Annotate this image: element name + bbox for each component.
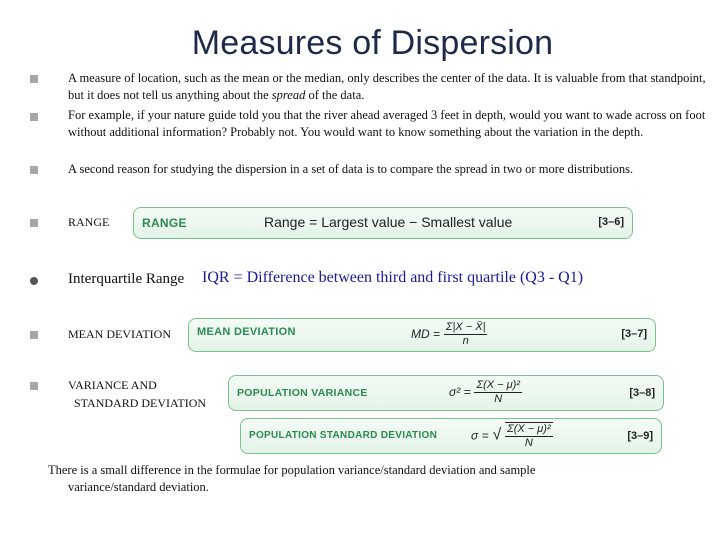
- iqr-formula: IQR = Difference between third and first quartile (Q3 - Q1): [202, 269, 584, 286]
- range-equation-number: [3–6]: [598, 216, 624, 228]
- bullet-marker: [30, 113, 38, 121]
- range-box-title: RANGE: [142, 216, 187, 230]
- iqr-label: Interquartile Range: [68, 271, 185, 287]
- mean-deviation-equation-number: [3–7]: [621, 328, 647, 340]
- footer-note: [48, 462, 708, 496]
- bullet-marker: [30, 219, 38, 227]
- md-fraction: [444, 321, 488, 348]
- mean-deviation-formula: [411, 321, 487, 348]
- md-numerator: Σ|X − X̄|: [445, 321, 486, 333]
- sqrt-icon: √: [492, 426, 502, 444]
- range-formula-box: [133, 207, 633, 239]
- bullet-marker: [30, 166, 38, 174]
- bullet-marker: [30, 382, 38, 390]
- range-label: RANGE: [68, 215, 110, 229]
- variance-label-line1: VARIANCE AND: [68, 378, 157, 392]
- population-sd-formula: [471, 422, 553, 450]
- pop-var-lhs: σ² =: [449, 385, 471, 400]
- mean-deviation-label: MEAN DEVIATION: [68, 327, 171, 341]
- pop-var-fraction: [474, 379, 521, 406]
- population-sd-box: [240, 418, 662, 454]
- population-variance-equation-number: [3–8]: [629, 387, 655, 399]
- pop-sd-lhs: σ =: [471, 428, 489, 443]
- pop-var-denominator: N: [494, 393, 503, 405]
- population-variance-box: [228, 375, 664, 411]
- pop-var-numerator: Σ(X − μ)²: [476, 379, 520, 391]
- slide-title: Measures of Dispersion: [191, 24, 554, 62]
- bullet-marker: [30, 75, 38, 83]
- population-sd-equation-number: [3–9]: [627, 430, 653, 442]
- paragraph-location-measure: A measure of location, such as the mean or the median, only describes the center of the data. It is valuable from that standpoint, but it does not tell us anything about the spread of the data.: [68, 71, 706, 102]
- bullet-marker: [30, 277, 38, 285]
- range-formula: Range = Largest value − Smallest value: [264, 214, 513, 230]
- paragraph-river-example: For example, if your nature guide told you that the river ahead averaged 3 feet in depth, would you want to wade across on foot without additional information? Probably not. You would want to know something about the variation in the depth.: [68, 108, 706, 139]
- md-lhs: MD =: [411, 327, 441, 342]
- population-sd-title: POPULATION STANDARD DEVIATION: [249, 430, 438, 441]
- population-variance-formula: [449, 379, 522, 406]
- mean-deviation-box-title: MEAN DEVIATION: [197, 326, 296, 338]
- bullet-marker: [30, 331, 38, 339]
- variance-label-line2: STANDARD DEVIATION: [74, 396, 207, 410]
- pop-sd-denominator: N: [524, 437, 533, 449]
- md-denominator: n: [462, 335, 469, 347]
- pop-sd-fraction: [505, 422, 552, 450]
- population-variance-title: POPULATION VARIANCE: [237, 387, 368, 399]
- footer-line1: There is a small difference in the formulae for population variance/standard deviation and sample: [48, 463, 536, 477]
- mean-deviation-box: [188, 318, 656, 352]
- footer-line2: variance/standard deviation.: [68, 480, 209, 494]
- paragraph-second-reason: A second reason for studying the dispersion in a set of data is to compare the spread in two or more distributions.: [68, 162, 634, 176]
- pop-sd-numerator: Σ(X − μ)²: [507, 423, 551, 435]
